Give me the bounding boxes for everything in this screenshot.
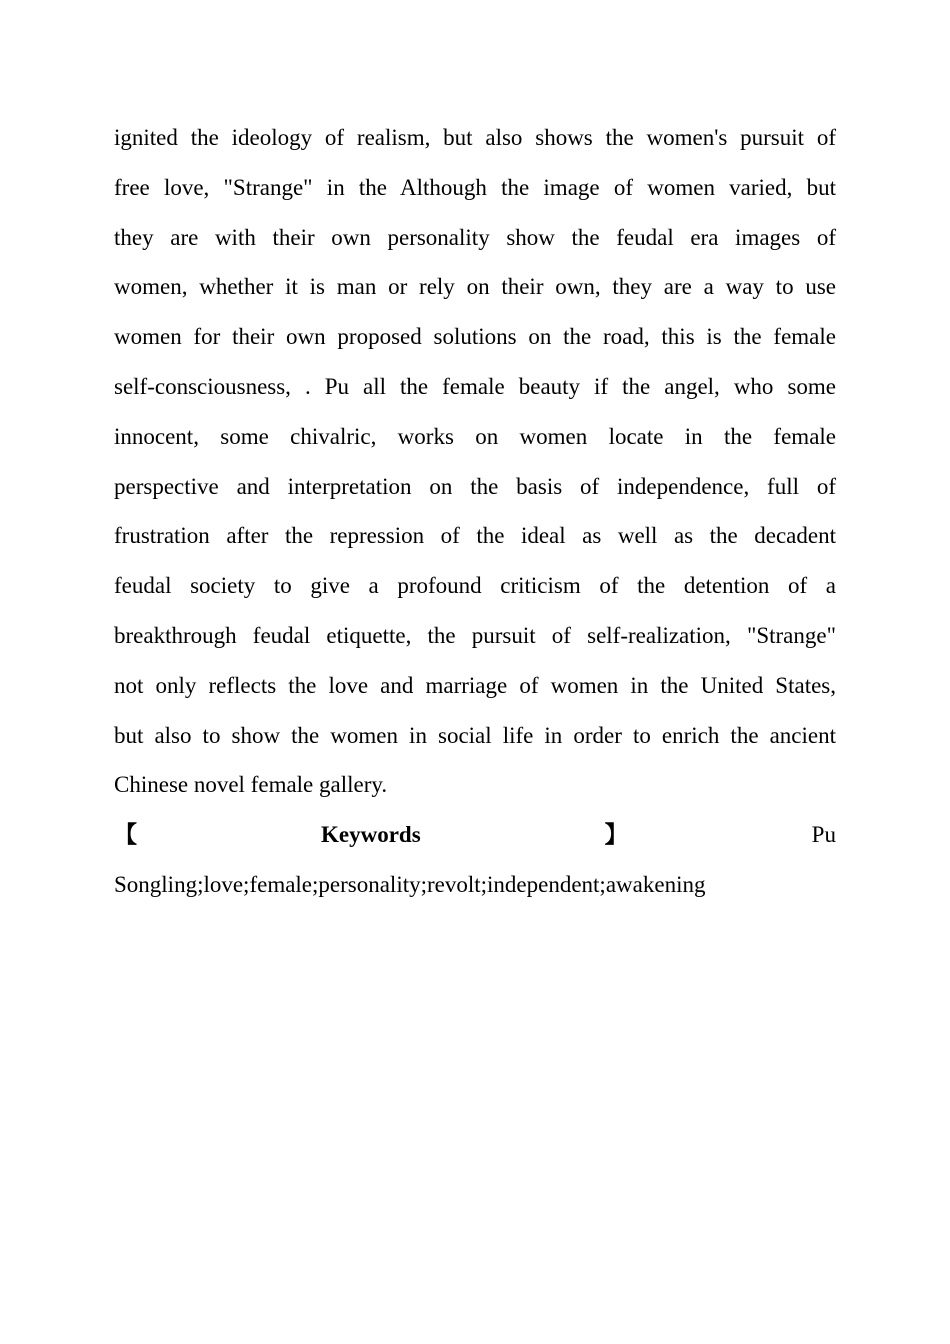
keywords-list: Songling;love;female;personality;revolt;independent;awakening — [114, 871, 706, 897]
abstract-line: feudal society to give a profound criticism of the detention of a — [114, 573, 836, 599]
abstract-line: not only reflects the love and marriage of women in the United States, — [114, 672, 836, 698]
abstract-line: Chinese novel female gallery. — [114, 772, 388, 798]
abstract-line: free love, "Strange" in the Although the image of women varied, but — [114, 174, 836, 200]
abstract-line: breakthrough feudal etiquette, the pursuit of self-realization, "Strange" — [114, 622, 836, 648]
abstract-line: perspective and interpretation on the basis of independence, full of — [114, 473, 836, 499]
keywords-paragraph — [114, 810, 836, 910]
keywords-close-bracket: 】 — [604, 822, 628, 848]
keywords-heading-line — [114, 810, 836, 860]
keywords-open-bracket: 【 — [114, 822, 137, 848]
abstract-line: ignited the ideology of realism, but also shows the women's pursuit of — [114, 125, 836, 150]
abstract-line: innocent, some chivalric, works on women locate in the female — [114, 423, 836, 449]
abstract-line: self-consciousness, . Pu all the female beauty if the angel, who some — [114, 373, 836, 399]
abstract-line: frustration after the repression of the ideal as well as the decadent — [114, 523, 836, 549]
abstract-line: but also to show the women in social life in order to enrich the ancient — [114, 722, 836, 748]
abstract-line: women, whether it is man or rely on their own, they are a way to use — [114, 274, 836, 300]
abstract-line: they are with their own personality show the feudal era images of — [114, 224, 836, 250]
document-page — [114, 113, 836, 910]
keywords-label: Keywords — [321, 822, 421, 848]
abstract-line: women for their own proposed solutions on the road, this is the female — [114, 324, 836, 350]
abstract-paragraph — [114, 113, 836, 810]
keywords-first-word: Pu — [811, 822, 836, 848]
